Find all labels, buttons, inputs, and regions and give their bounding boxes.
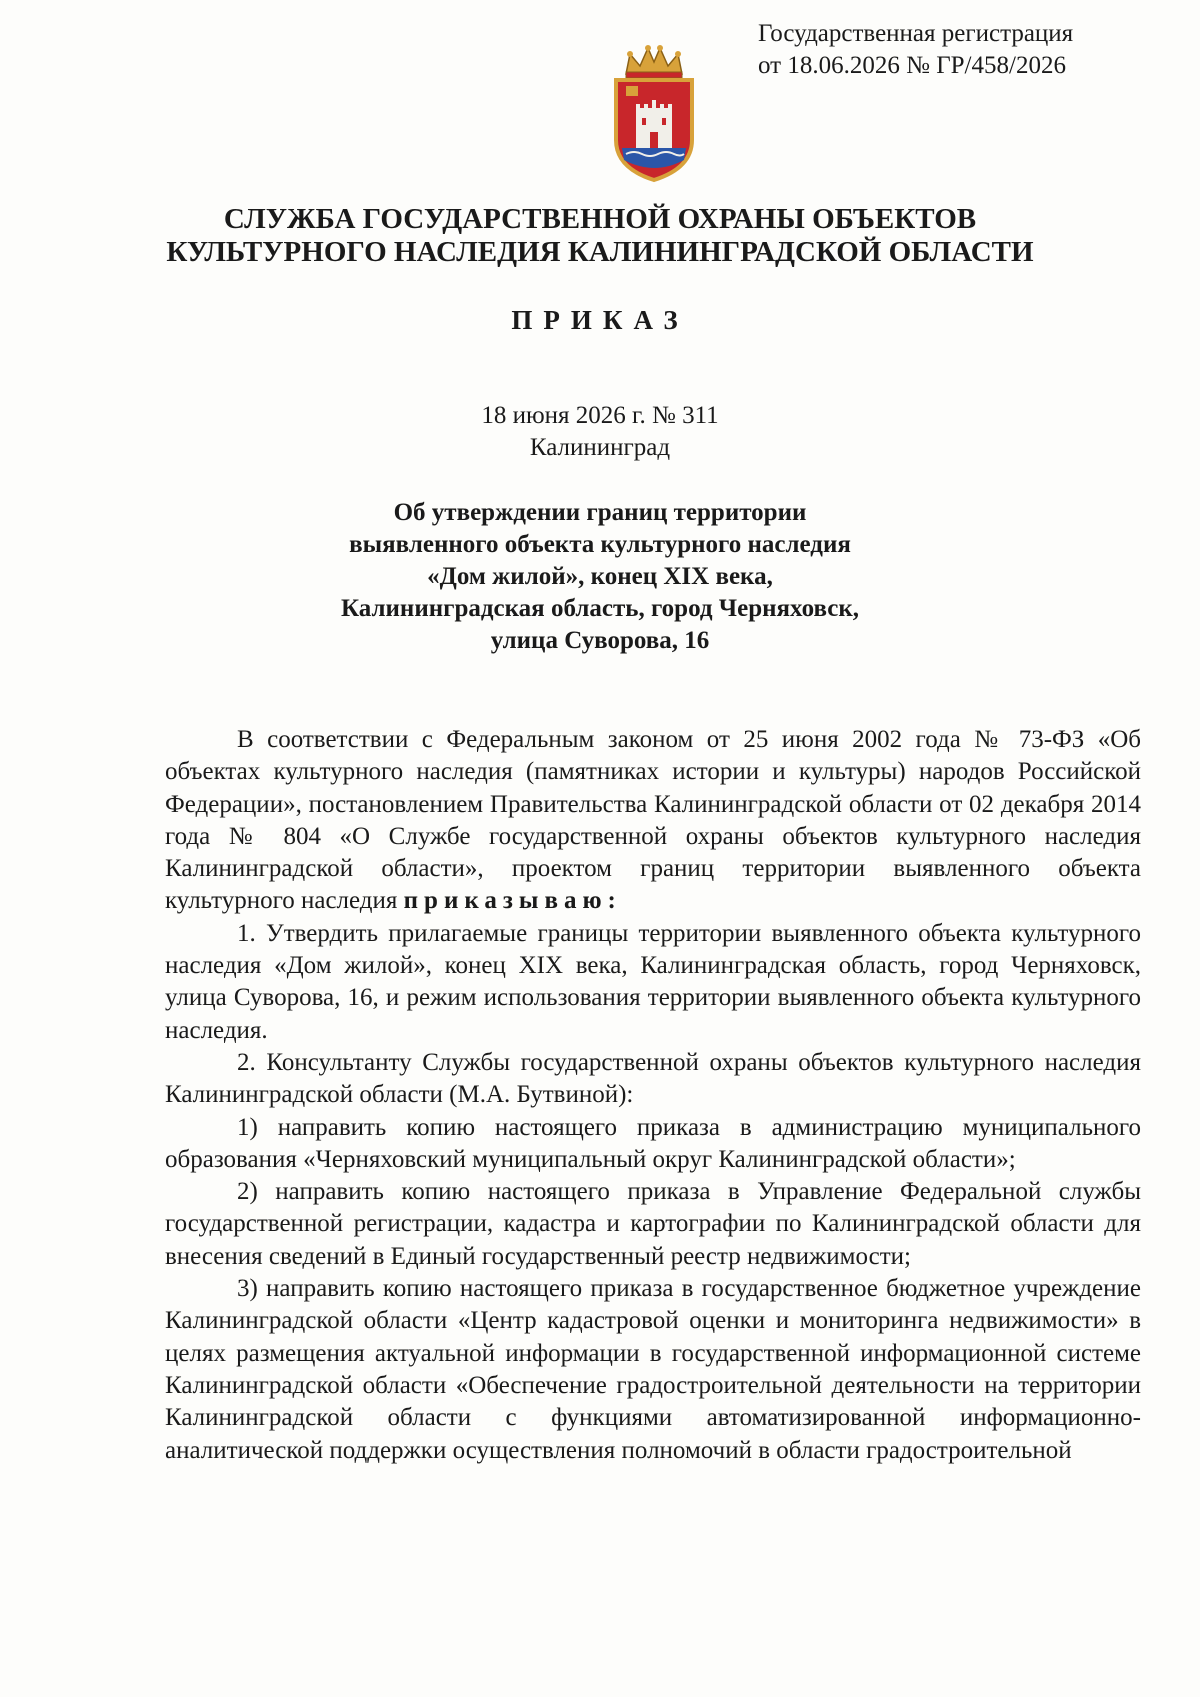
item-2-2: 2) направить копию настоящего приказа в Управление Федеральной службы государственной регистрации, кадастра и картографии по Калининградской области для внесения сведений в Единый государственный реестр недвижимости; — [165, 1178, 1141, 1270]
order-word: приказываю: — [403, 887, 622, 915]
subject-line-1: Об утверждении границ территории — [393, 499, 807, 526]
authority-name — [0, 203, 1200, 269]
registration-line-1: Государственная регистрация — [758, 20, 1074, 47]
subject-line-3: «Дом жилой», конец XIX века, — [427, 563, 773, 590]
date-number: 18 июня 2026 г. № 311 — [481, 402, 719, 429]
item-2: 2. Консультанту Службы государственной охраны объектов культурного наследия Калининградской области (М.А. Бутвиной): — [165, 1048, 1141, 1109]
registration-stamp — [758, 18, 1073, 82]
item-2-3: 3) направить копию настоящего приказа в государственное бюджетное учреждение Калининградской области «Центр кадастровой оценки и мониторинга недвижимости» в целях размещения актуальной информации в государственной информационной системе Калининградской области «Обеспечение градостроительной деятельности на территории Калининградской области с функциями автоматизированной информационно-аналитической поддержки осуществления полномочий в области градостроительной — [165, 1275, 1141, 1464]
document-subject — [0, 497, 1200, 657]
authority-line-2: КУЛЬТУРНОГО НАСЛЕДИЯ КАЛИНИНГРАДСКОЙ ОБЛАСТИ — [166, 236, 1034, 268]
item-1: 1. Утвердить прилагаемые границы территории выявленного объекта культурного наследия «Дом жилой», конец XIX века, Калининградская область, город Черняховск, улица Суворова, 16, и режим использования территории выявленного объекта культурного наследия. — [165, 919, 1141, 1044]
item-2-1: 1) направить копию настоящего приказа в администрацию муниципального образования «Черняховский муниципальный округ Калининградской области»; — [165, 1113, 1141, 1173]
subject-line-2: выявленного объекта культурного наследия — [349, 531, 851, 558]
authority-line-1: СЛУЖБА ГОСУДАРСТВЕННОЙ ОХРАНЫ ОБЪЕКТОВ — [223, 203, 977, 235]
date-and-place — [0, 400, 1200, 464]
subject-line-4: Калининградская область, город Черняховск, — [340, 595, 860, 622]
document-type: ПРИКАЗ — [511, 305, 689, 335]
document-body — [165, 724, 1141, 1467]
city: Калининград — [529, 434, 671, 461]
kaliningrad-coat-of-arms-icon — [604, 44, 704, 184]
preamble-text: В соответствии с Федеральным законом от 25 июня 2002 года № 73-ФЗ «Об объектах культурного наследия (памятниках истории и культуры) народов Российской Федерации», постановлением Правительства Калининградской области от 02 декабря 2014 года № 804 «О Службе государственной охраны объектов культурного наследия Калининградской области», проектом границ территории выявленного объекта культурного наследия — [165, 726, 1141, 915]
subject-line-5: улица Суворова, 16 — [490, 627, 710, 654]
preamble-paragraph — [165, 724, 1141, 918]
registration-line-2: от 18.06.2026 № ГР/458/2026 — [758, 52, 1066, 79]
